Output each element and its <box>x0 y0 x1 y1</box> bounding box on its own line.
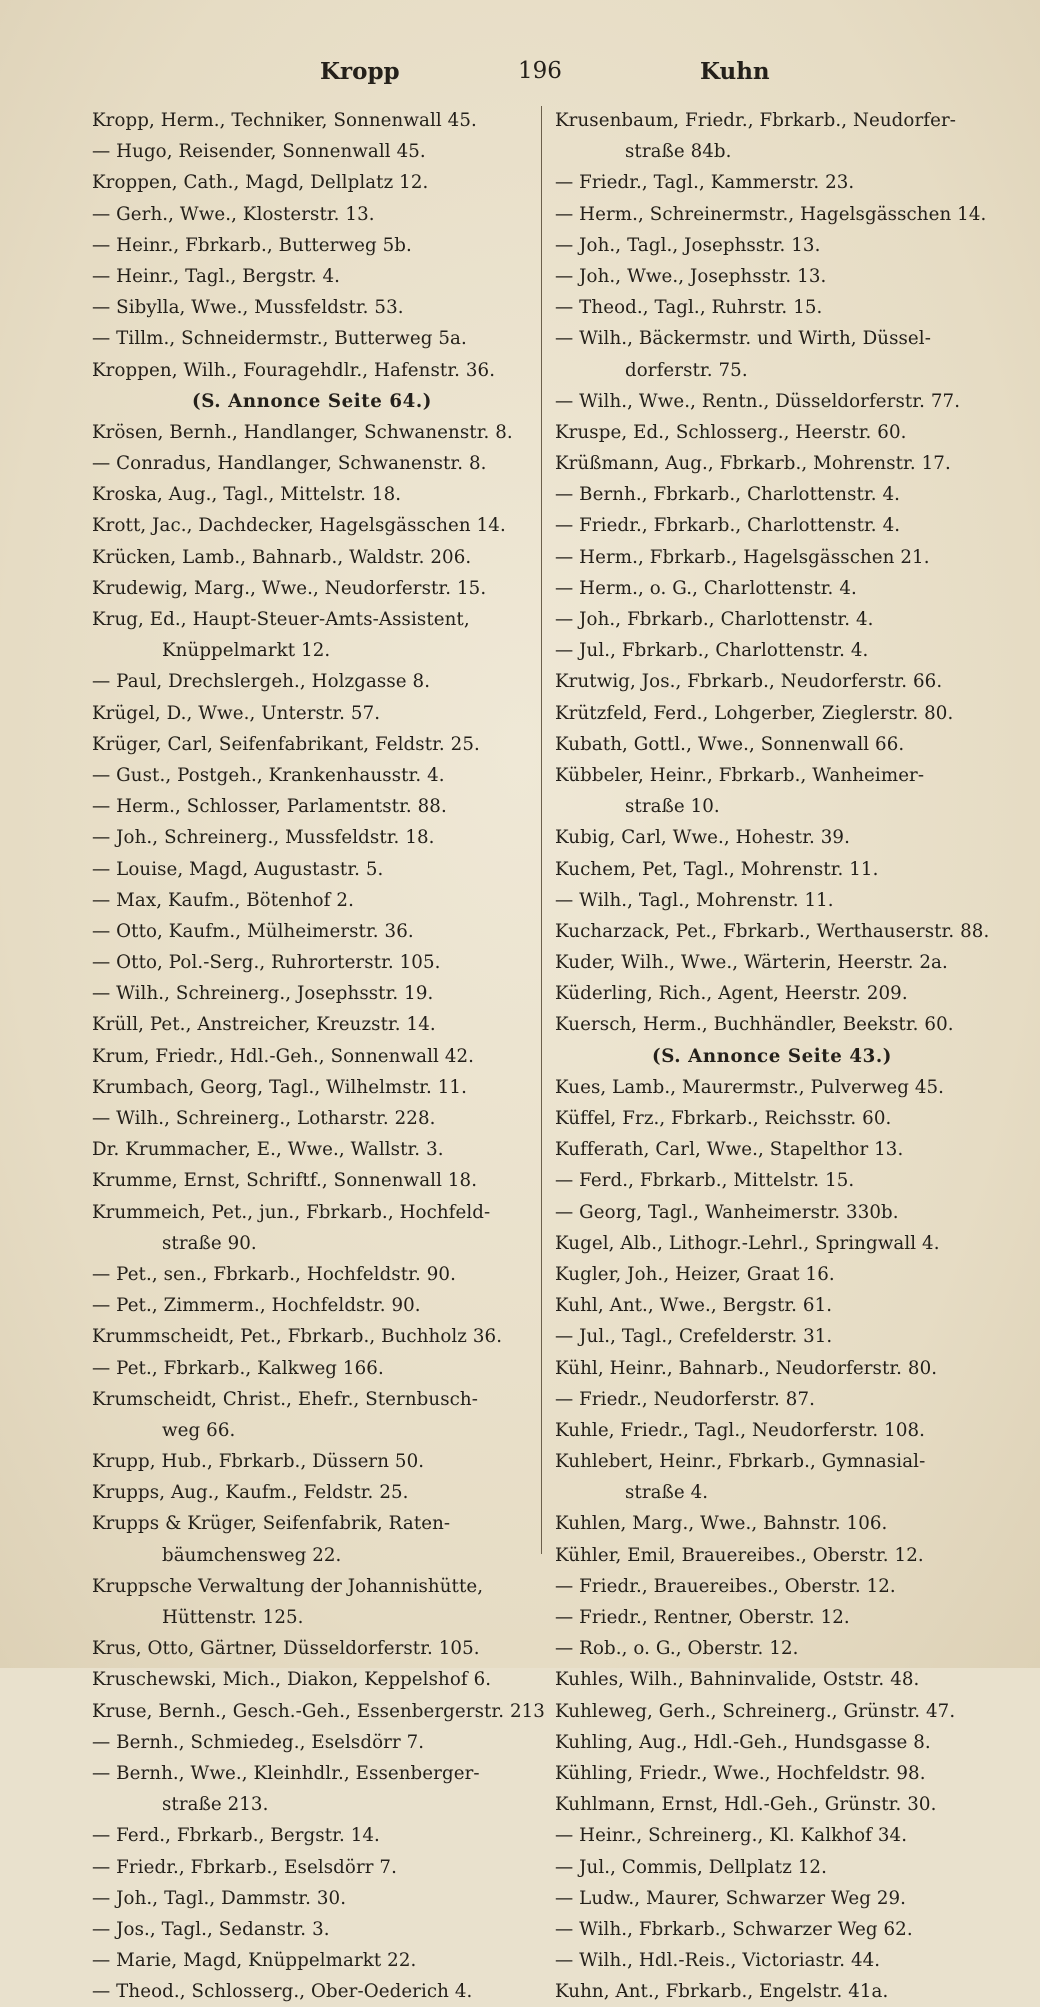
page-header <box>90 58 966 94</box>
directory-entry: Kuder, Wilh., Wwe., Wärterin, Heerstr. 2a. <box>555 952 948 974</box>
directory-entry: — Wilh., Schreinerg., Josephsstr. 19. <box>92 983 434 1005</box>
directory-entry: Kugel, Alb., Lithogr.-Lehrl., Springwall 4. <box>555 1232 940 1254</box>
directory-entry: — Heinr., Fbrkarb., Butterweg 5b. <box>92 234 412 256</box>
directory-entry: Kruppsche Verwaltung der Johannishütte, <box>92 1575 484 1597</box>
directory-entry: — Friedr., Tagl., Kammerstr. 23. <box>555 172 855 194</box>
entry-continuation: weg 66. <box>162 1419 236 1441</box>
directory-entry: Krupps & Krüger, Seifenfabrik, Raten- <box>92 1513 451 1535</box>
directory-entry: — Herm., Schreinermstr., Hagelsgässchen 14. <box>555 203 987 225</box>
directory-entry: Kuhle, Friedr., Tagl., Neudorferstr. 108. <box>555 1419 926 1441</box>
directory-entry: Kubig, Carl, Wwe., Hohestr. 39. <box>555 827 850 849</box>
directory-entry: — Herm., Fbrkarb., Hagelsgässchen 21. <box>555 546 930 568</box>
directory-entry: Krus, Otto, Gärtner, Düsseldorferstr. 105. <box>92 1638 480 1660</box>
directory-entry: — Jul., Tagl., Crefelderstr. 31. <box>555 1326 833 1348</box>
directory-entry: — Pet., Zimmerm., Hochfeldstr. 90. <box>92 1295 421 1317</box>
directory-entry: Kues, Lamb., Maurermstr., Pulverweg 45. <box>555 1076 945 1098</box>
directory-entry: — Wilh., Fbrkarb., Schwarzer Weg 62. <box>555 1918 913 1940</box>
directory-entry: — Joh., Tagl., Dammstr. 30. <box>92 1887 347 1909</box>
directory-entry: — Paul, Drechslergeh., Holzgasse 8. <box>92 671 431 693</box>
directory-entry: — Gust., Postgeh., Krankenhausstr. 4. <box>92 764 445 786</box>
entry-continuation: dorferstr. 75. <box>625 359 748 381</box>
directory-entry: Kuhl, Ant., Wwe., Bergstr. 61. <box>555 1295 833 1317</box>
directory-entry: Krösen, Bernh., Handlanger, Schwanenstr. 8. <box>92 421 513 443</box>
directory-entry: Krutwig, Jos., Fbrkarb., Neudorferstr. 66. <box>555 671 943 693</box>
directory-entry: Krug, Ed., Haupt-Steuer-Amts-Assistent, <box>92 609 470 630</box>
directory-entry: Kuhlmann, Ernst, Hdl.-Geh., Grünstr. 30. <box>555 1794 937 1816</box>
directory-entry: — Ferd., Fbrkarb., Bergstr. 14. <box>92 1825 380 1847</box>
directory-entry: — Ferd., Fbrkarb., Mittelstr. 15. <box>555 1170 855 1192</box>
directory-entry: Kubath, Gottl., Wwe., Sonnenwall 66. <box>555 733 905 755</box>
directory-entry: — Friedr., Neudorferstr. 87. <box>555 1388 816 1410</box>
directory-entry: — Jos., Tagl., Sedanstr. 3. <box>92 1918 330 1940</box>
directory-entry: — Joh., Schreinerg., Mussfeldstr. 18. <box>92 827 435 849</box>
directory-entry: Krumscheidt, Christ., Ehefr., Sternbusch- <box>92 1388 478 1410</box>
directory-entry: Krüger, Carl, Seifenfabrikant, Feldstr. 25. <box>92 733 480 755</box>
entry-continuation: straße 10. <box>625 796 720 818</box>
directory-entry: — Friedr., Fbrkarb., Charlottenstr. 4. <box>555 515 901 537</box>
directory-entry: — Herm., o. G., Charlottenstr. 4. <box>555 577 857 599</box>
directory-entry: Küffel, Frz., Fbrkarb., Reichsstr. 60. <box>555 1108 892 1129</box>
directory-entry: Kübbeler, Heinr., Fbrkarb., Wanheimer- <box>555 764 925 786</box>
directory-entry: — Gerh., Wwe., Klosterstr. 13. <box>92 203 375 225</box>
directory-entry: — Friedr., Fbrkarb., Eselsdörr 7. <box>92 1856 397 1878</box>
directory-entry: Kuhling, Aug., Hdl.-Geh., Hundsgasse 8. <box>555 1731 931 1753</box>
directory-entry: Kruspe, Ed., Schlosserg., Heerstr. 60. <box>555 421 907 443</box>
directory-entry: Kühl, Heinr., Bahnarb., Neudorferstr. 80. <box>555 1357 938 1379</box>
directory-entry: — Pet., sen., Fbrkarb., Hochfeldstr. 90. <box>92 1263 456 1285</box>
directory-entry: — Wilh., Tagl., Mohrenstr. 11. <box>555 889 834 911</box>
directory-entry: — Theod., Schlosserg., Ober-Oederich 4. <box>92 1981 473 2003</box>
directory-entry: Kuhleweg, Gerh., Schreinerg., Grünstr. 47. <box>555 1700 956 1722</box>
header-left-keyword: Kropp <box>320 58 400 85</box>
right-column <box>555 105 990 2003</box>
header-right-keyword: Kuhn <box>700 58 770 85</box>
entry-continuation: straße 90. <box>162 1232 257 1254</box>
directory-entry: Krum, Friedr., Hdl.-Geh., Sonnenwall 42. <box>92 1045 475 1067</box>
directory-entry: Krüll, Pet., Anstreicher, Kreuzstr. 14. <box>92 1014 436 1036</box>
directory-entry: Krumme, Ernst, Schriftf., Sonnenwall 18. <box>92 1170 478 1192</box>
directory-entry: — Tillm., Schneidermstr., Butterweg 5a. <box>92 328 467 350</box>
directory-entry: Krummeich, Pet., jun., Fbrkarb., Hochfeld- <box>92 1201 491 1223</box>
directory-entry: — Hugo, Reisender, Sonnenwall 45. <box>92 141 426 163</box>
directory-entry: Krützfeld, Ferd., Lohgerber, Zieglerstr. 80. <box>555 702 954 724</box>
directory-entry: Kuhlen, Marg., Wwe., Bahnstr. 106. <box>555 1513 888 1535</box>
directory-entry: — Jul., Commis, Dellplatz 12. <box>555 1856 827 1878</box>
directory-entry: — Wilh., Schreinerg., Lotharstr. 228. <box>92 1108 436 1129</box>
directory-entry: — Friedr., Rentner, Oberstr. 12. <box>555 1607 850 1628</box>
directory-entry: Krusenbaum, Friedr., Fbrkarb., Neudorfer- <box>555 110 956 131</box>
entry-continuation: Knüppelmarkt 12. <box>162 640 331 662</box>
directory-entry: — Herm., Schlosser, Parlamentstr. 88. <box>92 796 447 818</box>
directory-entry: Kruschewski, Mich., Diakon, Keppelshof 6. <box>92 1669 492 1691</box>
directory-entry: — Sibylla, Wwe., Mussfeldstr. 53. <box>92 297 404 319</box>
directory-entry: Kuersch, Herm., Buchhändler, Beekstr. 60. <box>555 1014 954 1036</box>
directory-entry: Kuhles, Wilh., Bahninvalide, Oststr. 48. <box>555 1669 920 1691</box>
directory-entry: — Wilh., Hdl.-Reis., Victoriastr. 44. <box>555 1950 881 1972</box>
directory-entry: — Wilh., Wwe., Rentn., Düsseldorferstr. 77. <box>555 390 961 412</box>
directory-entry: Kühler, Emil, Brauereibes., Oberstr. 12. <box>555 1544 924 1566</box>
directory-entry: Krummscheidt, Pet., Fbrkarb., Buchholz 36. <box>92 1326 503 1348</box>
directory-entry: — Georg, Tagl., Wanheimerstr. 330b. <box>555 1201 899 1223</box>
entry-continuation: straße 4. <box>625 1482 709 1504</box>
directory-entry: Krudewig, Marg., Wwe., Neudorferstr. 15. <box>92 577 487 599</box>
entry-continuation: straße 84b. <box>625 141 732 163</box>
directory-entry: Krügel, D., Wwe., Unterstr. 57. <box>92 702 381 724</box>
directory-entry: — Wilh., Bäckermstr. und Wirth, Düssel- <box>555 328 931 350</box>
directory-entry: Kroppen, Cath., Magd, Dellplatz 12. <box>92 172 429 194</box>
directory-entry: — Louise, Magd, Augustastr. 5. <box>92 858 384 880</box>
directory-entry: — Ludw., Maurer, Schwarzer Weg 29. <box>555 1887 907 1909</box>
directory-entry: — Theod., Tagl., Ruhrstr. 15. <box>555 297 823 319</box>
directory-entry: Kühling, Friedr., Wwe., Hochfeldstr. 98. <box>555 1762 926 1784</box>
directory-entry: — Marie, Magd, Knüppelmarkt 22. <box>92 1950 417 1972</box>
directory-entry: Kruse, Bernh., Gesch.-Geh., Essenbergerstr. 213 <box>92 1700 545 1722</box>
directory-entry: — Friedr., Brauereibes., Oberstr. 12. <box>555 1575 896 1597</box>
directory-entry: Kufferath, Carl, Wwe., Stapelthor 13. <box>555 1139 904 1161</box>
directory-entry: Krumbach, Georg, Tagl., Wilhelmstr. 11. <box>92 1076 467 1098</box>
directory-entry: — Bernh., Fbrkarb., Charlottenstr. 4. <box>555 484 901 506</box>
directory-entry: Krupp, Hub., Fbrkarb., Düssern 50. <box>92 1451 425 1473</box>
directory-entry: Kuhlebert, Heinr., Fbrkarb., Gymnasial- <box>555 1451 926 1473</box>
entry-continuation: straße 213. <box>162 1794 269 1816</box>
directory-entry: — Max, Kaufm., Bötenhof 2. <box>92 889 354 911</box>
directory-entry: Krücken, Lamb., Bahnarb., Waldstr. 206. <box>92 546 472 568</box>
directory-entry: — Joh., Tagl., Josephsstr. 13. <box>555 234 821 256</box>
directory-entry: — Pet., Fbrkarb., Kalkweg 166. <box>92 1357 384 1379</box>
directory-entry: Kuhn, Ant., Fbrkarb., Engelstr. 41a. <box>555 1981 889 2003</box>
directory-entry: — Jul., Fbrkarb., Charlottenstr. 4. <box>555 640 869 662</box>
directory-entry: Kuchem, Pet, Tagl., Mohrenstr. 11. <box>555 858 879 880</box>
annonce-note: (S. Annonce Seite 43.) <box>651 1045 892 1067</box>
directory-entry: Kugler, Joh., Heizer, Graat 16. <box>555 1263 835 1285</box>
directory-entry: Küderling, Rich., Agent, Heerstr. 209. <box>555 983 908 1005</box>
directory-entry: — Otto, Pol.-Serg., Ruhrorterstr. 105. <box>92 952 441 974</box>
directory-entry: — Conradus, Handlanger, Schwanenstr. 8. <box>92 453 487 475</box>
left-column <box>92 105 545 2003</box>
directory-entry: Krüßmann, Aug., Fbrkarb., Mohrenstr. 17. <box>555 453 951 475</box>
directory-entry: Krupps, Aug., Kaufm., Feldstr. 25. <box>92 1482 409 1504</box>
directory-entry: Kroska, Aug., Tagl., Mittelstr. 18. <box>92 484 402 506</box>
annonce-note: (S. Annonce Seite 64.) <box>191 390 432 412</box>
page-number: 196 <box>518 58 562 84</box>
directory-entry: — Bernh., Wwe., Kleinhdlr., Essenberger- <box>92 1762 480 1784</box>
directory-entry: — Rob., o. G., Oberstr. 12. <box>555 1638 799 1660</box>
directory-entry: — Joh., Fbrkarb., Charlottenstr. 4. <box>555 609 874 630</box>
directory-entry: — Joh., Wwe., Josephsstr. 13. <box>555 265 827 287</box>
directory-entry: Kucharzack, Pet., Fbrkarb., Werthauserstr. 88. <box>555 920 990 942</box>
directory-entry: — Heinr., Schreinerg., Kl. Kalkhof 34. <box>555 1825 908 1847</box>
directory-entry: — Otto, Kaufm., Mülheimerstr. 36. <box>92 920 414 942</box>
entry-continuation: Hüttenstr. 125. <box>162 1607 304 1628</box>
directory-entry: — Bernh., Schmiedeg., Eselsdörr 7. <box>92 1731 425 1753</box>
directory-entry: Kropp, Herm., Techniker, Sonnenwall 45. <box>92 110 477 131</box>
directory-entry: Krott, Jac., Dachdecker, Hagelsgässchen 14. <box>92 515 506 537</box>
directory-entry: Dr. Krummacher, E., Wwe., Wallstr. 3. <box>92 1139 444 1161</box>
entry-continuation: bäumchensweg 22. <box>162 1544 342 1566</box>
directory-entry: Kroppen, Wilh., Fouragehdlr., Hafenstr. 36. <box>92 359 496 381</box>
directory-entry: — Heinr., Tagl., Bergstr. 4. <box>92 265 341 287</box>
column-divider <box>541 106 542 1554</box>
